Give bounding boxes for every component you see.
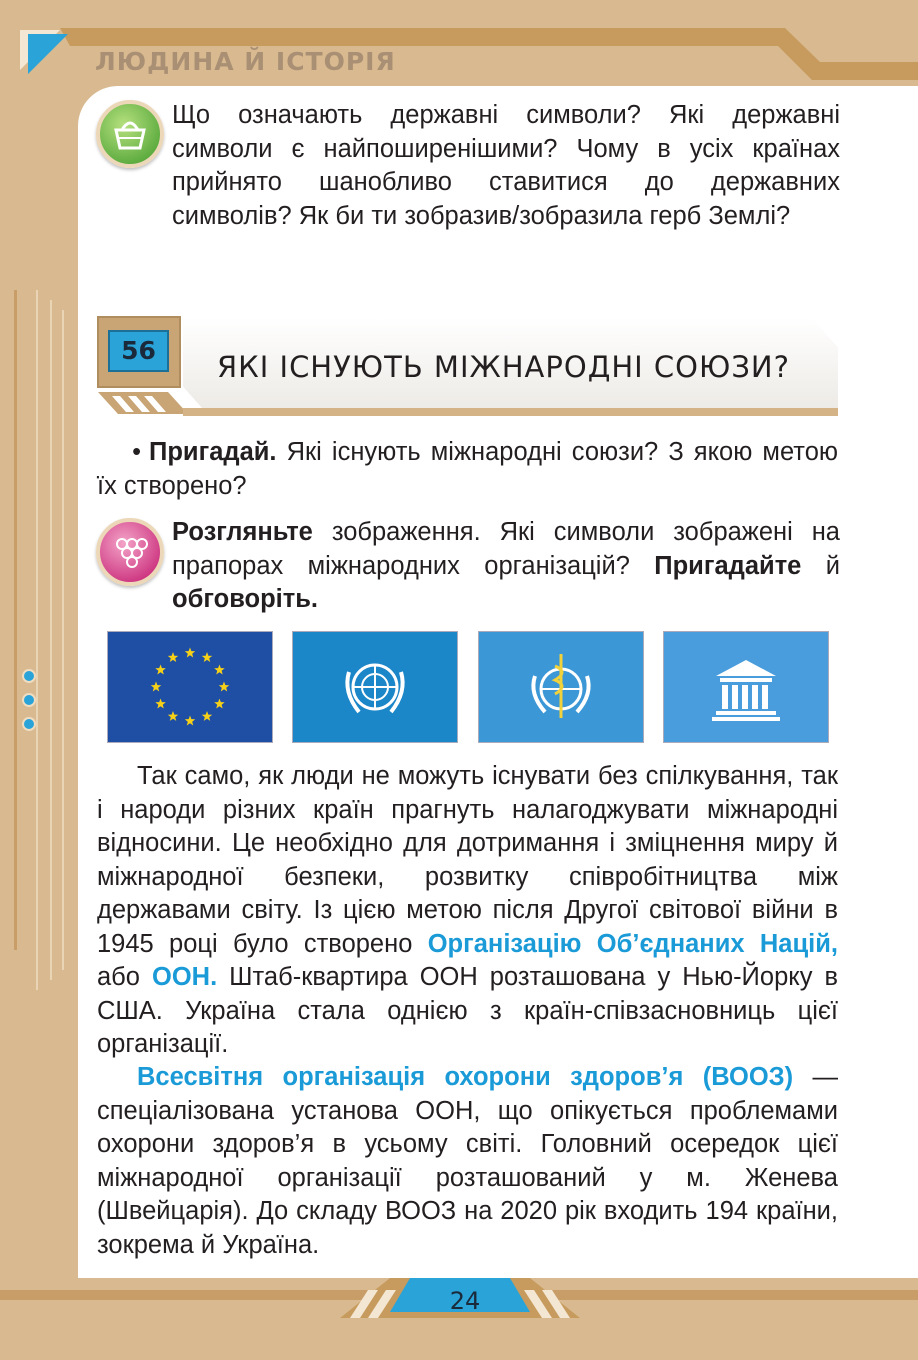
basket-icon [96, 100, 164, 168]
lesson-title: ЯКІ ІСНУЮТЬ МІЖНАРОДНІ СОЮЗИ? [217, 350, 790, 384]
bullet: • [132, 438, 141, 466]
recall-label: Пригадай. [149, 438, 277, 466]
eu-flag [107, 631, 273, 743]
task-bold-discuss: обговоріть. [172, 585, 319, 613]
unesco-flag [663, 631, 829, 743]
lesson-title-bar-edge [183, 408, 838, 416]
un-full-name: Організацію Об’єднаних Націй, [427, 929, 838, 958]
side-dots-decoration [24, 671, 34, 743]
task-bold-recall: Пригадайте [654, 551, 802, 580]
un-abbreviation: ООН. [151, 963, 218, 991]
who-full-name: Всесвітня організація охорони здоров’я (ВООЗ) [137, 1063, 794, 1091]
task-bold-consider: Розгляньте [172, 518, 313, 546]
recall-paragraph [97, 436, 838, 503]
who-text: — спеціалізована установа ООН, що опікується проблемами охорони здоров’я в усьому світі. Головний осередок цієї міжнародної організації розташований у м. Женева (Швейцарія). До складу ВООЗ на 2020 рік входить 194 країни, зокрема й Україна. [97, 1063, 838, 1259]
page-header-title: ЛЮДИНА Й ІСТОРІЯ [95, 47, 396, 76]
corner-triangle-decoration [28, 34, 68, 74]
un-flag [292, 631, 458, 743]
un-text-3: Штаб-квартира ООН розташована у Нью-Йорку в США. Україна стала однією з країн-співзасновниць цієї організації. [97, 963, 838, 1058]
questions-paragraph: Що означають державні символи? Які державні символи є найпоширенішими? Чому в усіх країнах прийнято шанобливо ставитися до державних символів? Як би ти зобразив/зобразила герб Землі? [172, 101, 840, 230]
lesson-number: 56 [108, 330, 169, 372]
recall-text: Які існують міжнародні союзи? З якою метою їх створено? [97, 438, 838, 500]
who-paragraph [97, 1061, 838, 1262]
who-flag [478, 631, 644, 743]
un-text-2: або [97, 963, 152, 991]
task-text-2: й [801, 551, 840, 580]
un-paragraph [97, 760, 838, 1062]
grapes-icon [96, 518, 164, 586]
page-number: 24 [449, 1287, 481, 1315]
task-paragraph [172, 516, 840, 617]
task-text-1: зображення. Які символи зображені на прапорах міжнародних організацій? [172, 518, 840, 580]
un-text-1: Так само, як люди не можуть існувати без спілкування, так і народи різних країн прагнуть налагоджувати міжнародні відносини. Це необхідно для дотримання і зміцнення миру й міжнародної безпеки, розвитку співробітництва між державами світу. Із цією метою після Другої світової війни в 1945 році було створено [97, 762, 838, 958]
